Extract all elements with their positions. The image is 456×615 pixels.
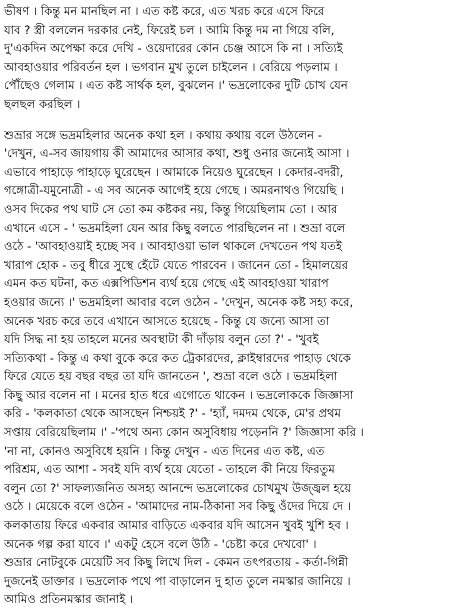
paragraph-gap (4, 114, 450, 126)
text-line: করি - 'কলকাতা থেকে আসছেন নিশ্চয়ই ?' - 'হ্যাঁ, দমদম থেকে, মে'র প্রথম (4, 406, 341, 421)
text-line: অনেক গল্প করা যাবে ।' একটু হেসে বলে উঠি - 'চেষ্টা করে দেখবো' । (4, 536, 317, 551)
text-line: যদি সিদ্ধ না হয় তাহলে মনের অবস্থাটা কী দাঁড়ায় বলুন তো ?' - 'খুবই (4, 332, 319, 347)
text-line: কিছু আর বলেন না । মনের হাত ধরে এগোতে থাকেন । ভদ্রলোককে জিজ্ঞাসা (4, 387, 354, 402)
text-line: আবহাওয়ার পরিবর্তন হল । ভগবান মুখ তুলে চাইলেন । বেরিয়ে পড়লাম । (4, 59, 338, 74)
text-line: 'না না, কোনও অসুবিধে হয়নি । কিন্তু দেখুন - এত দিনের এত কষ্ট, এত (4, 443, 325, 458)
text-line: শুভ্রার নোটবুকে মেয়েটি সব কিছু লিখে দিল - কেমন তৎপরতায় - কর্তা-গিন্নী (4, 555, 349, 570)
text-line: দু'একদিন অপেক্ষা করে দেখি - ওয়েদারের কোন চেঞ্জ আসে কি না । সত্যিই (4, 41, 343, 56)
text-line: ওঠে । মেয়েকে বলে ওঠেন - 'আমাদের নাম-ঠিকানা সব কিছু ওঁদের দিয়ে দে । (4, 499, 351, 514)
text-line: হওয়ার জন্যে ।' ভদ্রমহিলা আবার বলে ওঠেন - 'দেখুন, অনেক কষ্ট সহ্য করে, (4, 294, 354, 309)
text-line: ভীষণ । কিন্তু মন মানছিল না । এত কষ্ট করে, এত খরচ করে এসে ফিরে (4, 4, 325, 18)
text-line: পরিশ্রম, এত আশা - সবই যদি ব্যর্থ হয়ে যেতো - তাহলে কী নিয়ে ফিরতুম (4, 462, 335, 477)
text-line: অনেক খরচ করে তবে এখানে আসতে হয়েছে - কিন্তু যে জন্যে আসা তা (4, 313, 330, 328)
text-line: গঙ্গোত্রী-যমুনোত্রী - এ সব অনেক আগেই হয়ে গেছে । অমরনাথও গিয়েছি । (4, 183, 345, 198)
text-line: যাব ? স্ত্রী বললেন দরকার নেই, ফিরেই চল । আমি কিন্তু দম না গিয়ে বলি, (4, 22, 335, 37)
text-line: সপ্তায় বেরিয়েছিলাম ।' -'পথে অন্য কোন অসুবিধায় পড়েননি ?' জিজ্ঞাসা করি । (4, 425, 364, 440)
text-line: 'দেখুন, এ-সব জায়গায় কী আমাদের আসার কথা, শুধু ওনার জন্যেই আসা । (4, 146, 350, 161)
text-line: শুভ্রার সঙ্গে ভদ্রমহিলার অনেক কথা হল । কথায় কথায় বলে উঠলেন - (4, 127, 322, 142)
paragraph-1 (4, 2, 450, 114)
text-line: দুজনেই ডাক্তার । ভদ্রলোক পথে পা বাড়ালেন দু হাত তুলে নমস্কার জানিয়ে । (4, 573, 351, 588)
text-line: এখানে এসে - ' ভদ্রমহিলা যেন আর কিছু বলতে পারছিলেন না । শুভ্রা বলে (4, 220, 346, 235)
text-line: এভাবে পাহাড়ে পাহাড়ে ঘুরেছেন । আমাকে নিয়েও ঘুরেছেন । কেদার-বদরী, (4, 164, 344, 179)
text-line: এমন কত ঘটনা, কত এক্সপিডিশন ব্যর্থ হয়ে গেছে এই আবহাওয়া খারাপ (4, 276, 329, 291)
text-line: পৌঁছেও গেলাম । এত কষ্ট সার্থক হল, বুঝলেন ।' ভদ্রলোকের দুটি চোখ যেন (4, 78, 348, 93)
text-line: ওঠে - 'আবহাওয়াই হচ্ছে সব । আবহাওয়া ভাল থাকলে দেখতেন পথ যতই (4, 239, 343, 254)
text-line: ওসব দিকের পথ ঘাট সে তো কম কষ্টকর নয়, কিন্তু গিয়েছিলাম তো । আর (4, 201, 338, 216)
paragraph-2 (4, 126, 450, 609)
text-line: কলকাতায় ফিরে একবার আমার বাড়িতে একবার যদি আসেন খুবই খুশি হব । (4, 518, 349, 533)
text-line: খারাপ হোক - তবু ধীরে সুস্থে হেঁটে যেতে পারবেন । জানেন তো - হিমালয়ের (4, 257, 349, 272)
text-line: আমিও প্রতিনমস্কার জানাই । (4, 592, 134, 607)
text-line: ছলছল করছিল । (4, 96, 81, 111)
text-line: বলুন তো ?' সাফল্যজনিত অসহ্য আনন্দে ভদ্রলোকের চোখমুখ উজ্জ্বল হয়ে (4, 480, 352, 495)
text-line: সত্যিকথা - কিন্তু এ কথা বুকে করে কত ট্রেকারদের, ক্লাইম্বারদের পাহাড় থেকে (4, 350, 351, 365)
text-line: ফিরে যেতে হয় বছর বছর তা যদি জানতেন ', শুভ্রা বলে ওঠে । ভদ্রমহিলা (4, 369, 338, 384)
